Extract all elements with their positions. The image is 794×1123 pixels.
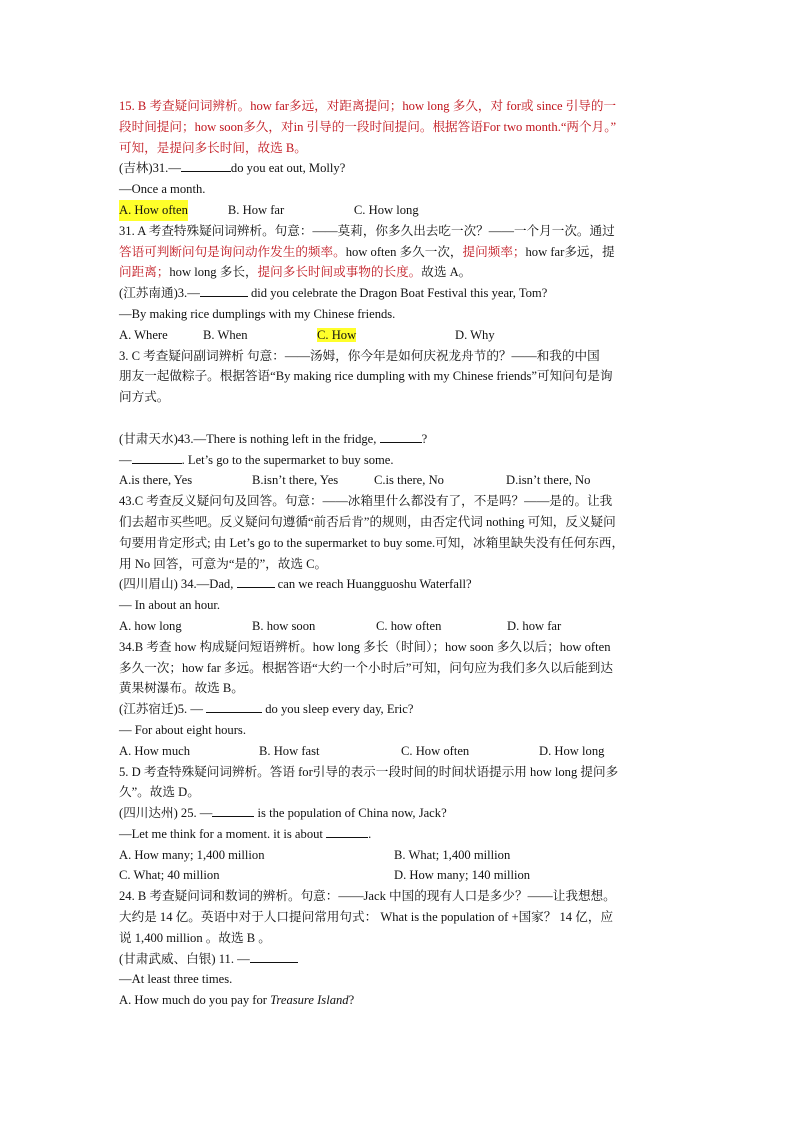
- q31-option-a: A. How often: [119, 200, 188, 221]
- q5-option-b: B. How fast: [259, 743, 320, 758]
- q43-option-a: A.is there, Yes: [119, 473, 193, 488]
- q43-option-d: D.isn’t there, No: [506, 473, 591, 488]
- q43-explanation-line2: 们去超市买些吧。反义疑问句遵循“前否后肯”的规则，由否定代词 nothing 可知，反义疑问: [119, 514, 616, 529]
- q3-answer: —By making rice dumplings with my Chinese friends.: [119, 306, 396, 321]
- q31-question: (吉林)31.— do you eat out, Molly?: [119, 161, 346, 176]
- answer-blank: [200, 285, 248, 297]
- q3-option-d: D. Why: [455, 327, 495, 342]
- q31-explanation-line2: 答语可判断问句是询问动作发生的频率。how often 多久一次，提问频率；how far多远，提: [119, 244, 615, 259]
- answer-blank: [206, 701, 262, 713]
- q34-options: [119, 616, 679, 637]
- q3-options: [119, 325, 679, 346]
- q25-explanation-line1: 24. B 考查疑问词和数词的辨析。句意：——Jack 中国的现有人口是多少？——让我想想。: [119, 889, 616, 904]
- q5-option-a: A. How much: [119, 743, 191, 758]
- q34-option-a: A. how long: [119, 618, 182, 633]
- q3-option-c: C. How: [317, 327, 357, 342]
- q11-option-a: A. How much do you pay for Treasure Island?: [119, 993, 355, 1008]
- q34-explanation-line1: 34.B 考查 how 构成疑问短语辨析。how long 多长（时间）；how soon 多久以后；how often: [119, 639, 611, 654]
- q43-explanation-line3: 句要用肯定形式; 由 Let’s go to the supermarket to buy some.可知，冰箱里缺失没有任何东西，: [119, 535, 625, 550]
- q25-question: (四川达州) 25. — is the population of China now, Jack?: [119, 806, 447, 821]
- q25-option-d: D. How many; 140 million: [394, 868, 531, 883]
- answer-blank: [237, 576, 275, 588]
- q25-answer: —Let me think for a moment. it is about .: [119, 826, 372, 841]
- q31-options: [119, 200, 679, 221]
- q43-answer: — . Let’s go to the supermarket to buy some.: [119, 452, 394, 467]
- answer-blank: [326, 826, 368, 838]
- q25-option-b: B. What; 1,400 million: [394, 847, 511, 862]
- answer-blank: [212, 805, 254, 817]
- answer-blank: [380, 431, 422, 443]
- q34-option-b: B. how soon: [252, 618, 316, 633]
- q43-explanation-line1: 43.C 考查反义疑问句及回答。句意：——冰箱里什么都没有了，不是吗？——是的。让我: [119, 494, 613, 509]
- q34-explanation-line3: 黄果树瀑布。故选 B。: [119, 681, 244, 696]
- q34-option-c: C. how often: [376, 618, 442, 633]
- q43-option-b: B.isn’t there, Yes: [252, 473, 339, 488]
- q15-explanation-line2: 段时间提问；how soon多久，对in 引导的一段时间提问。根据答语For two month.“两个月。”: [119, 119, 617, 134]
- q43-options: [119, 470, 679, 491]
- q3-explanation-line3: 问方式。: [119, 390, 170, 405]
- q31-answer: —Once a month.: [119, 182, 206, 197]
- q3-option-a: A. Where: [119, 327, 168, 342]
- answer-blank: [250, 951, 298, 963]
- q3-question: (江苏南通)3.— did you celebrate the Dragon Boat Festival this year, Tom?: [119, 286, 548, 301]
- answer-blank: [181, 160, 231, 172]
- q25-explanation-line2: 大约是 14 亿。英语中对于人口提问常用句式： What is the population of +国家？ 14 亿，应: [119, 910, 614, 925]
- q34-question: (四川眉山) 34.—Dad, can we reach Huangguoshu Waterfall?: [119, 577, 472, 592]
- q31-option-b: B. How far: [227, 202, 285, 217]
- q43-option-c: C.is there, No: [374, 473, 444, 488]
- q25-option-a: A. How many; 1,400 million: [119, 847, 265, 862]
- q5-options: [119, 741, 679, 762]
- q15-explanation-line3: 可知，是提问多长时间，故选 B。: [119, 140, 307, 155]
- q5-option-d: D. How long: [539, 743, 605, 758]
- q31-option-c: C. How long: [353, 202, 419, 217]
- spacer: [119, 408, 679, 429]
- q15-explanation-line1: 15. B 考查疑问词辨析。how far多远，对距离提问；how long 多久，对 for或 since 引导的一: [119, 99, 617, 113]
- q25-options-row2: [119, 865, 679, 886]
- q25-options-row1: [119, 845, 679, 866]
- q3-option-b: B. When: [203, 327, 248, 342]
- q5-explanation-line1: 5. D 考查特殊疑问词辨析。答语 for引导的表示一段时间的时间状语提示用 how long 提问多: [119, 764, 619, 779]
- q34-option-d: D. how far: [507, 618, 562, 633]
- q43-explanation-line4: 用 No 回答，可意为“是的”，故选 C。: [119, 556, 328, 571]
- q43-question: (甘肃天水)43.—There is nothing left in the fridge, ?: [119, 431, 428, 446]
- q3-explanation-line1: 3. C 考查疑问副词辨析 句意：——汤姆，你今年是如何庆祝龙舟节的？——和我的中国: [119, 348, 600, 363]
- q3-explanation-line2: 朋友一起做粽子。根据答语“By making rice dumpling with my Chinese friends”可知问句是询: [119, 369, 613, 384]
- q34-answer: — In about an hour.: [119, 598, 221, 613]
- q25-option-c: C. What; 40 million: [119, 868, 220, 883]
- q31-explanation-line1: 31. A 考查特殊疑问词辨析。句意：——莫莉，你多久出去吃一次？——一个月一次。通过: [119, 223, 615, 238]
- q5-explanation-line2: 久”。故选 D。: [119, 785, 200, 800]
- q31-explanation-line3: 问距离；how long 多长，提问多长时间或事物的长度。故选 A。: [119, 265, 472, 280]
- q11-question: (甘肃武威、白银) 11. —: [119, 949, 679, 970]
- q34-explanation-line2: 多久一次；how far 多远。根据答语“大约一个小时后”可知，问句应为我们多久以后能到达: [119, 660, 613, 675]
- answer-blank: [132, 452, 182, 464]
- q5-option-c: C. How often: [401, 743, 470, 758]
- q5-question: (江苏宿迁)5. — do you sleep every day, Eric?: [119, 702, 414, 717]
- document-body: [119, 96, 679, 1011]
- q11-answer: —At least three times.: [119, 972, 233, 987]
- q25-explanation-line3: 说 1,400 million 。故选 B 。: [119, 930, 271, 945]
- q5-answer: — For about eight hours.: [119, 722, 246, 737]
